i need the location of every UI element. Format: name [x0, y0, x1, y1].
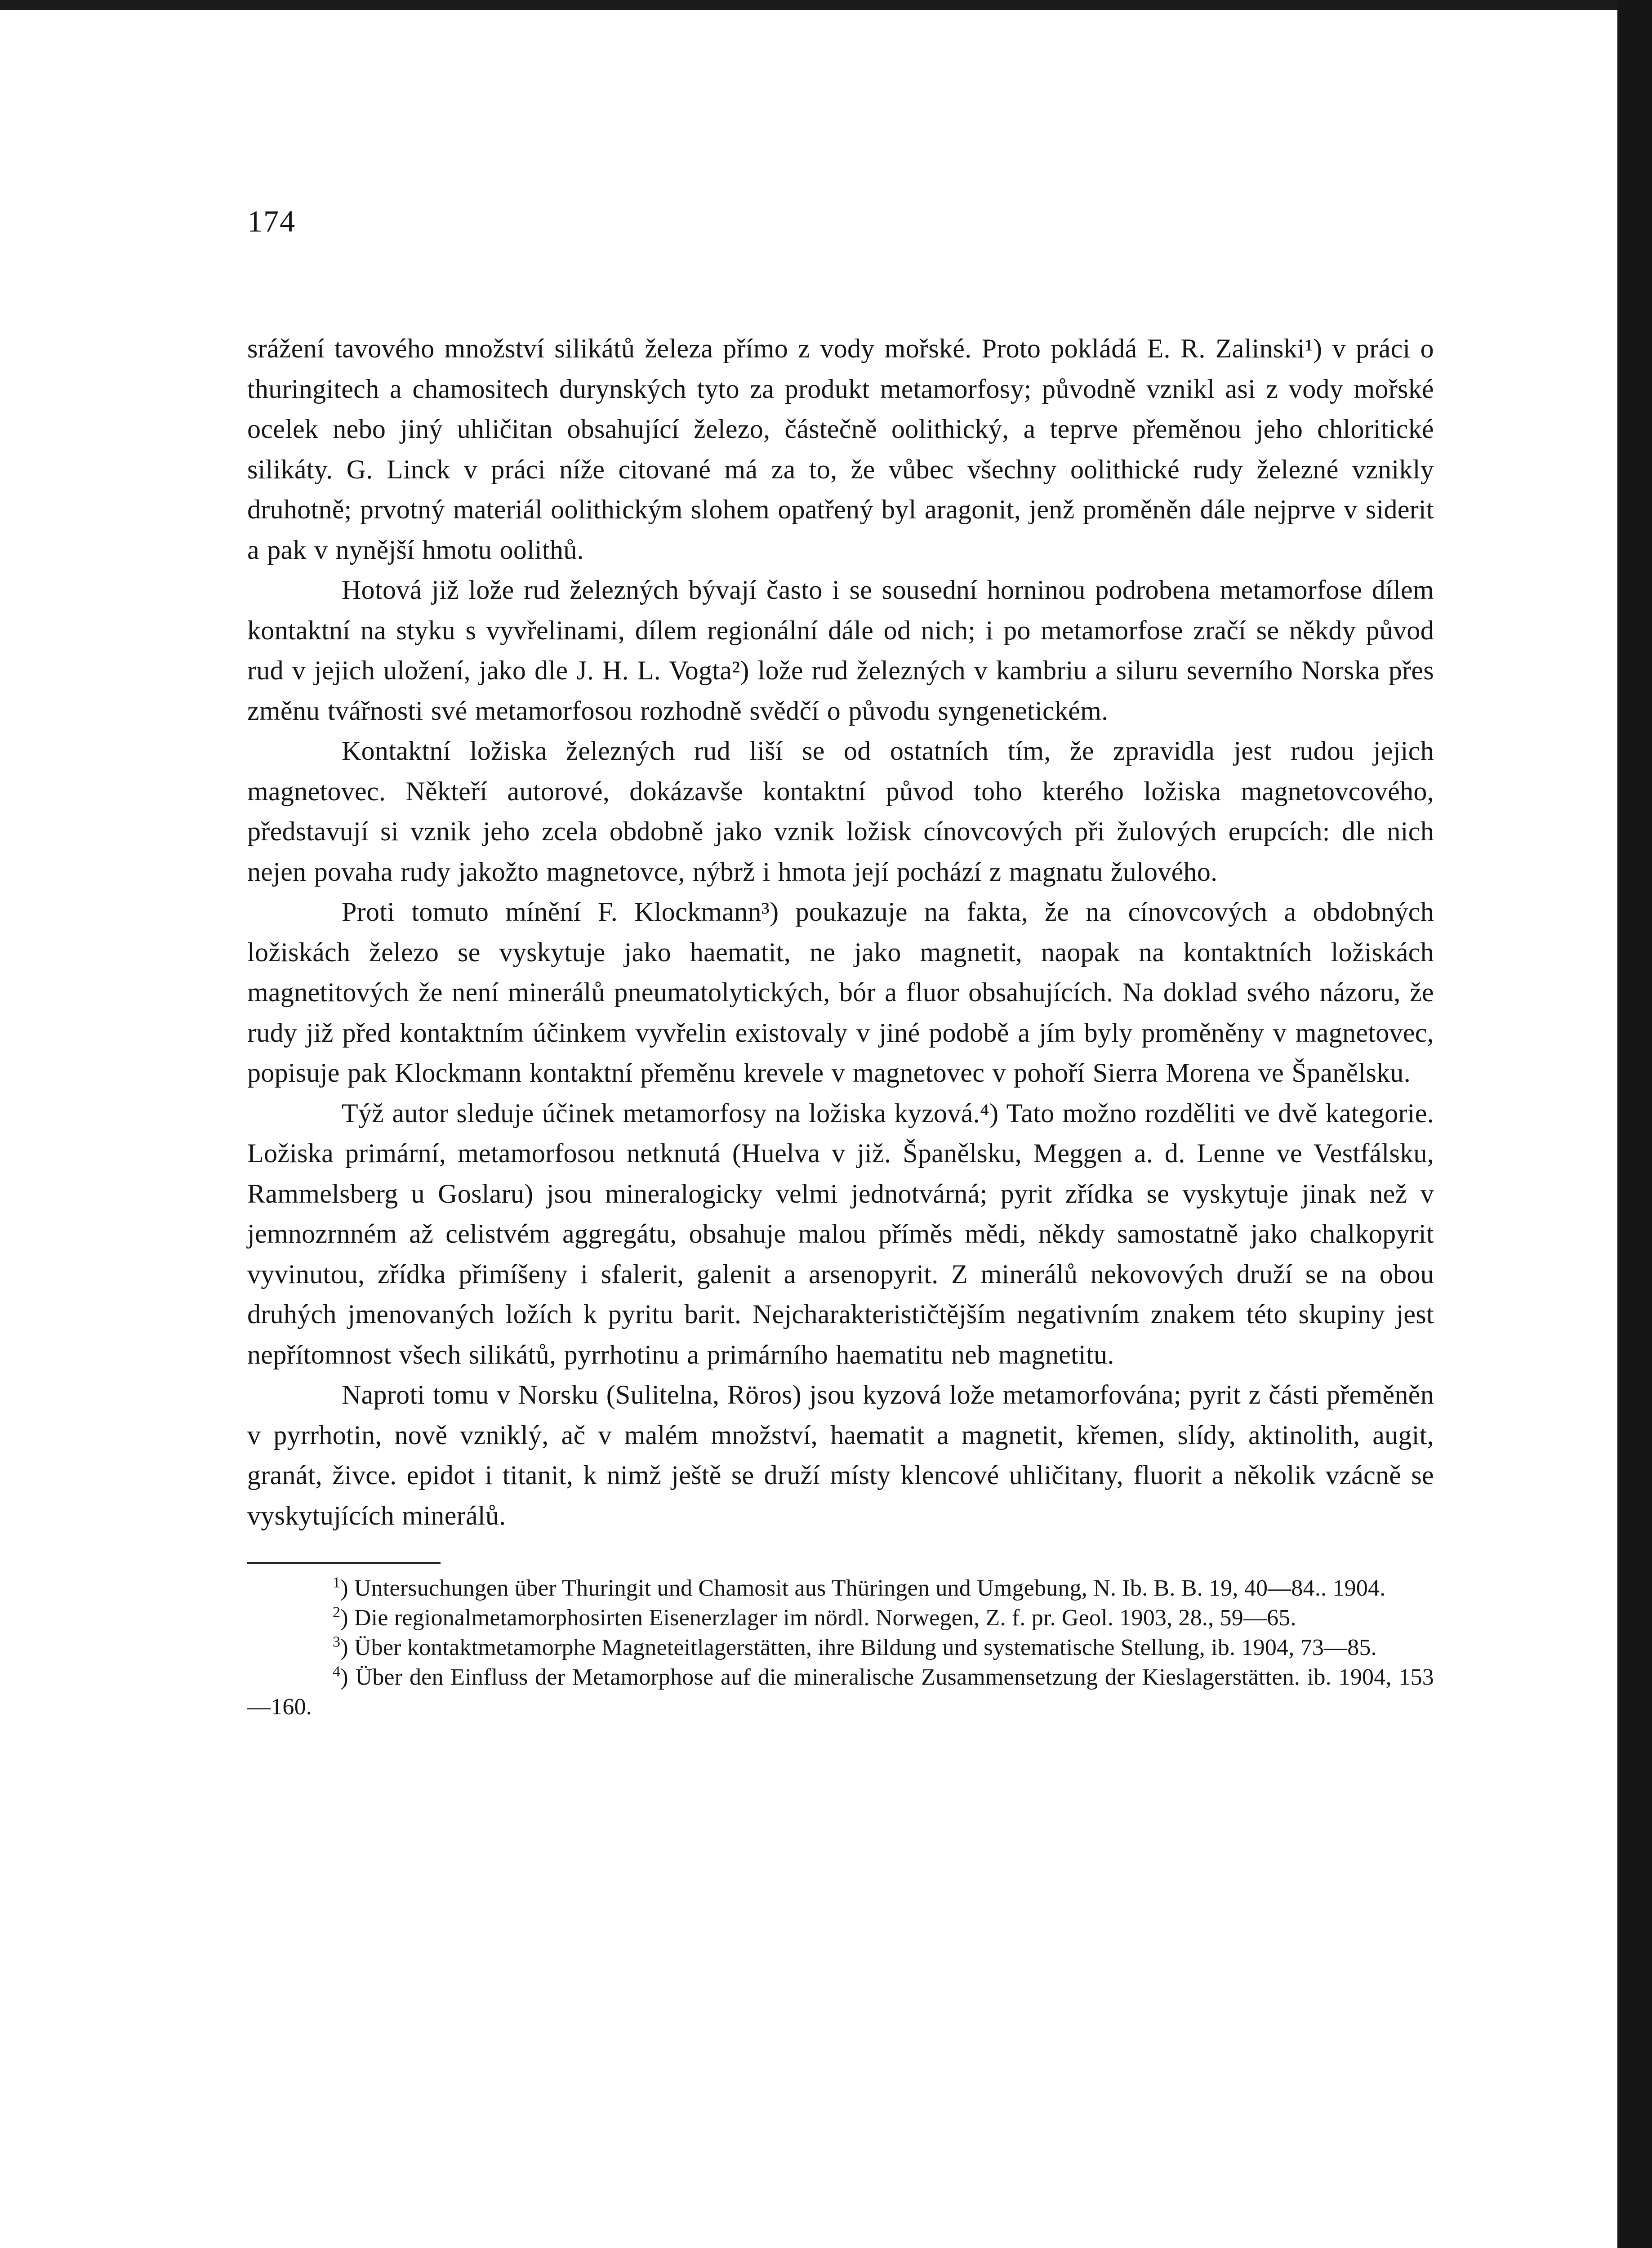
footnote-mark: 3 [333, 1633, 341, 1650]
footnote: $^1$) Untersuchungen über Thuringit und Chamosit aus Thüringen und Umgebung, N. Ib. B. B. 19, 40—84.. 1904. [333, 1574, 1386, 1601]
footnote-text: Untersuchungen über Thuringit und Chamosit aus Thüringen und Umgebung, N. Ib. B. B. 19, 40—84.. 1904. [354, 1575, 1386, 1601]
page [247, 189, 1434, 1722]
footnote-text: Über kontaktmetamorphe Magneteitlagerstätten, ihre Bildung und systematische Stellung, ib. 1904, 73—85. [354, 1635, 1377, 1660]
paragraph: Týž autor sleduje účinek metamorfosy na ložiska kyzová.⁴) Tato možno rozděliti ve dvě kategorie. Ložiska primární, metamorfosou netknutá (Huelva v již. Španělsku, Meggen a. d. Lenne ve Vestfálsku, Rammelsberg u Goslaru) jsou mineralogicky velmi jednotvárná; pyrit zřídka se vyskytuje jinak než v jemnozrnném až celistvém aggregátu, obsahuje malou příměs mědi, někdy samostatně jako chalkopyrit vyvinutou, zřídka přimíšeny i sfalerit, galenit a arsenopyrit. Z minerálů nekovových druží se na obou druhých jmenovaných ložích k pyritu barit. Nejcharakterističtějším negativním znakem této skupiny jest nepřítomnost všech silikátů, pyrrhotinu a primárního haematitu neb magnetitu. [247, 1098, 1434, 1369]
footnote-mark: 1 [333, 1574, 341, 1591]
footnote-text: Über den Einfluss der Metamorphose auf die mineralische Zusammensetzung der Kieslagerstätten. ib. 1904, 153—160. [247, 1664, 1434, 1720]
paragraph: Kontaktní ložiska železných rud liší se od ostatních tím, že zpravidla jest rudou jejich magnetovec. Někteří autorové, dokázavše kontaktní původ toho kterého ložiska magnetovcového, představují si vznik jeho zcela obdobně jako vznik ložisk cínovcových při žulových erupcích: dle nich nejen povaha rudy jakožto magnetovce, nýbrž i hmota její pochází z magnatu žulového. [247, 736, 1434, 887]
footnote-text: Die regionalmetamorphosirten Eisenerzlager im nördl. Norwegen, Z. f. pr. Geol. 1903, 28., 59—65. [354, 1605, 1296, 1631]
scan-border-right [1617, 0, 1652, 2248]
footnote: $^4$) Über den Einfluss der Metamorphose auf die mineralische Zusammensetzung der Kieslagerstätten. ib. 1904, 153—160. [247, 1663, 1434, 1720]
body-text [247, 329, 1434, 1536]
footnote: $^3$) Über kontaktmetamorphe Magneteitlagerstätten, ihre Bildung und systematische Stellung, ib. 1904, 73—85. [333, 1633, 1377, 1660]
footnote-divider [247, 1562, 441, 1564]
paragraph: srážení tavového množství silikátů železa přímo z vody mořské. Proto pokládá E. R. Zalinski¹) v práci o thuringitech a chamositech durynských tyto za produkt metamorfosy; původně vznikl asi z vody mořské ocelek nebo jiný uhličitan obsahující železo, částečně oolithický, a teprve přeměnou jeho chloritické silikáty. G. Linck v práci níže citované má za to, že vůbec všechny oolithické rudy železné vznikly druhotně; prvotný materiál oolithickým slohem opatřený byl aragonit, jenž proměněn dále nejprve v siderit a pak v nynější hmotu oolithů. [247, 334, 1434, 565]
paragraph: Proti tomuto mínění F. Klockmann³) poukazuje na fakta, že na cínovcových a obdobných ložiskách železo se vyskytuje jako haematit, ne jako magnetit, naopak na kontaktních ložiskách magnetitových že není minerálů pneumatolytických, bór a fluor obsahujících. Na doklad svého názoru, že rudy již před kontaktním účinkem vyvřelin existovaly v jiné podobě a jím byly proměněny v magnetovec, popisuje pak Klockmann kontaktní přeměnu krevele v magnetovec v pohoří Sierra Morena ve Španělsku. [247, 897, 1434, 1088]
page-number: 174 [247, 204, 296, 238]
paragraph: Naproti tomu v Norsku (Sulitelna, Röros) jsou kyzová lože metamorfována; pyrit z části přeměněn v pyrrhotin, nově vzniklý, ač v malém množství, haematit a magnetit, křemen, slídy, aktinolith, augit, granát, živce. epidot i titanit, k nimž ještě se druží místy klencové uhličitany, fluorit a několik vzácně se vyskytujících minerálů. [247, 1380, 1434, 1530]
scan-border-top [0, 0, 1652, 10]
footnote-mark: 4 [333, 1663, 341, 1680]
paragraph: Hotová již lože rud železných bývají často i se sousední horninou podrobena metamorfose dílem kontaktní na styku s vyvřelinami, dílem regionální dále od nich; i po metamorfose zračí se někdy původ rud v jejich uložení, jako dle J. H. L. Vogta²) lože rud železných v kambriu a siluru severního Norska přes změnu tvářnosti své metamorfosou rozhodně svědčí o původu syngenetickém. [247, 575, 1434, 726]
footnote: $^2$) Die regionalmetamorphosirten Eisenerzlager im nördl. Norwegen, Z. f. pr. Geol. 1903, 28., 59—65. [333, 1604, 1296, 1631]
footnotes [247, 1574, 1434, 1722]
footnote-mark: 2 [333, 1604, 341, 1621]
